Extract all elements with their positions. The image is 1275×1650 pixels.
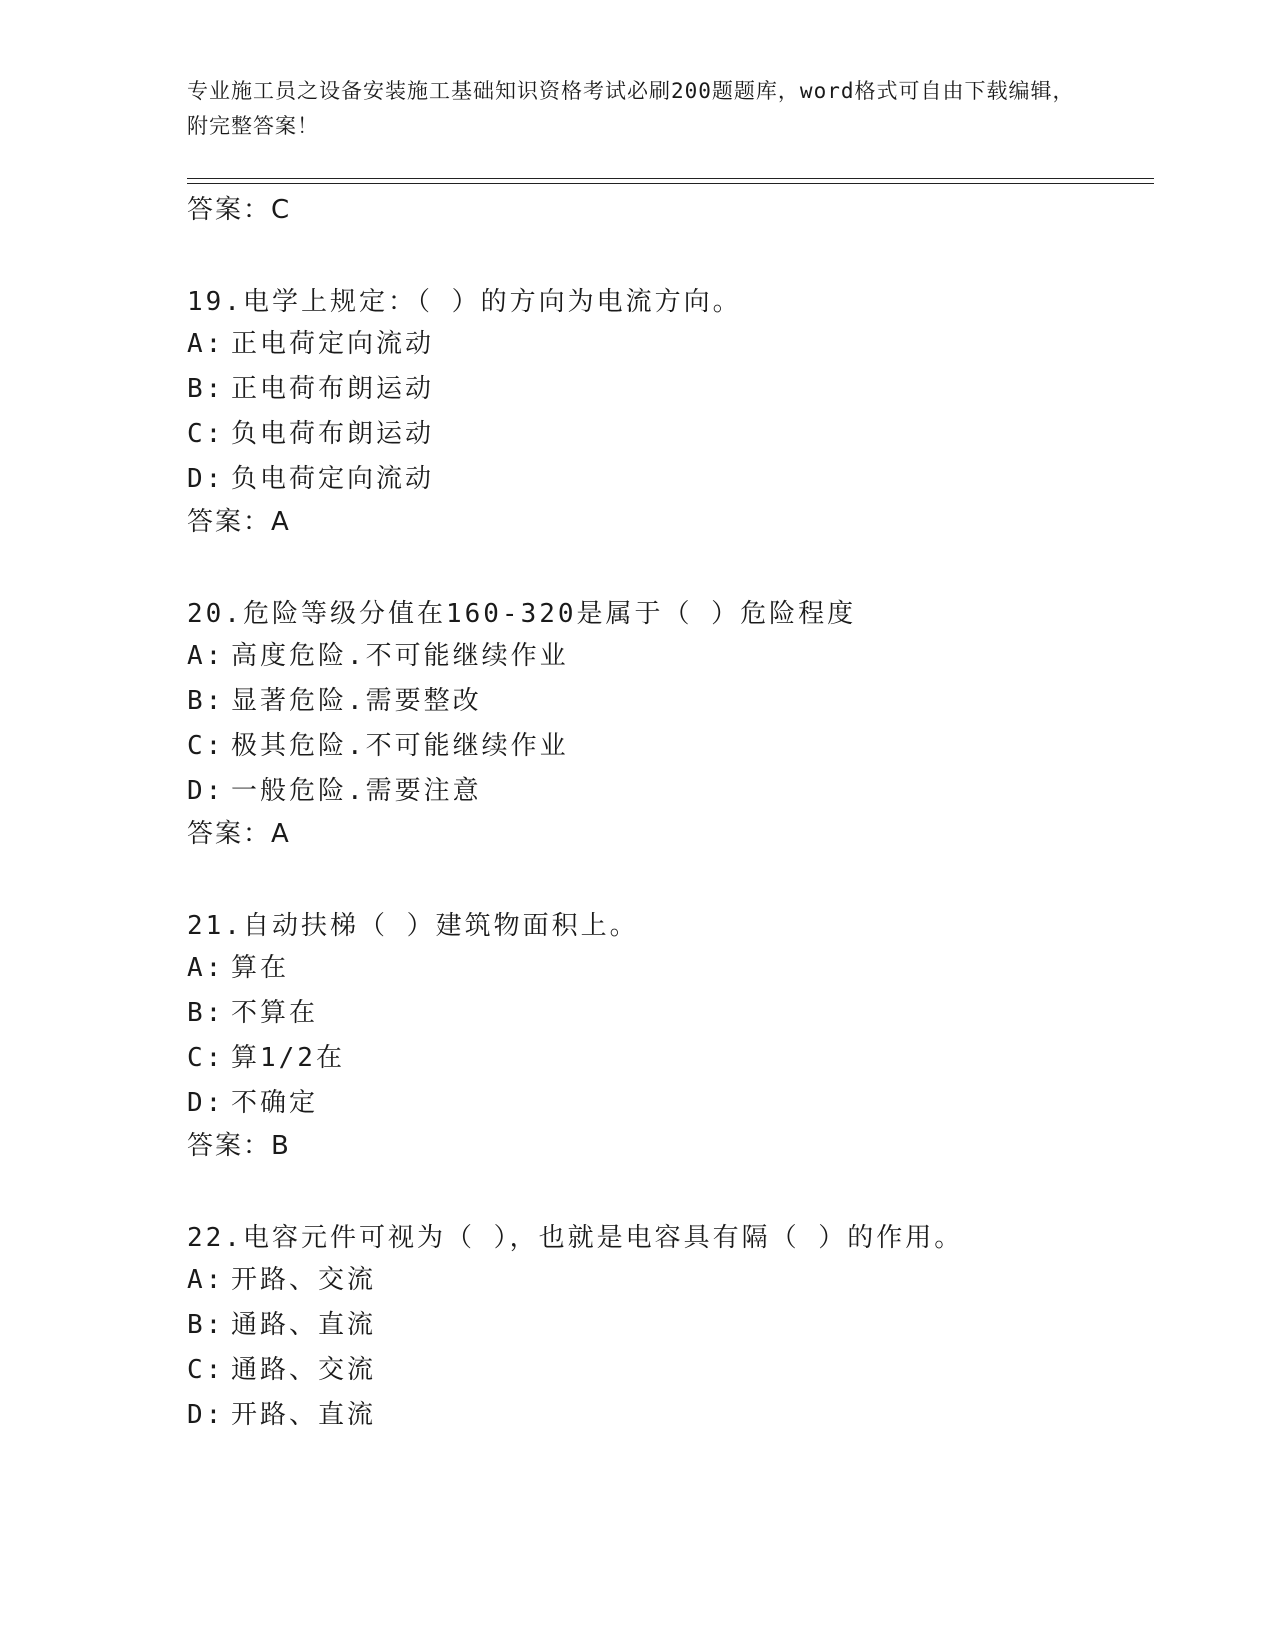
spacer [187,542,1147,594]
option-c [187,1036,1147,1081]
option-letter: A: [187,1265,225,1295]
option-letter: A: [187,641,225,671]
option-c [187,724,1147,769]
option-letter: D: [187,1400,225,1430]
question-block [187,906,1147,1166]
option-text: 负电荷定向流动 [231,464,435,494]
option-b [187,367,1147,412]
option-text: 算在 [231,953,290,983]
option-letter: D: [187,776,225,806]
option-letter: C: [187,419,225,449]
spacer [187,1166,1147,1218]
option-text: 不算在 [231,998,319,1028]
option-d [187,769,1147,814]
option-text: 正电荷布朗运动 [231,374,435,404]
option-text: 不确定 [231,1088,319,1118]
option-text: 通路、直流 [231,1310,377,1340]
option-text: 高度危险.不可能继续作业 [231,641,569,671]
option-c [187,1348,1147,1393]
option-text: 算1/2在 [231,1043,345,1073]
header-rule-bottom [187,183,1154,184]
option-letter: D: [187,1088,225,1118]
question-stem: 22.电容元件可视为（ ），也就是电容具有隔（ ）的作用。 [187,1223,964,1253]
option-a [187,1258,1147,1303]
option-b [187,991,1147,1036]
option-letter: D: [187,464,225,494]
question-stem: 20.危险等级分值在160-320是属于（ ）危险程度 [187,599,857,629]
option-text: 开路、直流 [231,1400,377,1430]
option-text: 负电荷布朗运动 [231,419,435,449]
option-text: 通路、交流 [231,1355,377,1385]
option-letter: A: [187,953,225,983]
answer-line: 答案：C [187,195,292,225]
spacer [187,230,1147,282]
option-letter: B: [187,374,225,404]
question-stem: 19.电学上规定：（ ）的方向为电流方向。 [187,287,742,317]
option-d [187,1081,1147,1126]
option-d [187,457,1147,502]
answer-line: 答案：B [187,1131,291,1161]
question-block [187,1218,1147,1438]
option-a [187,946,1147,991]
option-text: 极其危险.不可能继续作业 [231,731,569,761]
option-b [187,1303,1147,1348]
spacer [187,854,1147,906]
option-text: 显著危险.需要整改 [231,686,482,716]
document-body [187,190,1147,1438]
option-letter: B: [187,686,225,716]
answer-line: 答案：A [187,819,291,849]
option-text: 一般危险.需要注意 [231,776,482,806]
option-text: 正电荷定向流动 [231,329,435,359]
answer-line: 答案：A [187,507,291,537]
header-rule-top [187,178,1154,179]
option-a [187,322,1147,367]
option-a [187,634,1147,679]
option-letter: A: [187,329,225,359]
question-stem: 21.自动扶梯（ ）建筑物面积上。 [187,911,639,941]
option-letter: B: [187,1310,225,1340]
document-header: 专业施工员之设备安装施工基础知识资格考试必刷200题题库，word格式可自由下载编辑，附完整答案！ [187,79,1075,138]
question-block [187,594,1147,854]
option-letter: B: [187,998,225,1028]
option-letter: C: [187,731,225,761]
option-d [187,1393,1147,1438]
option-letter: C: [187,1355,225,1385]
option-text: 开路、交流 [231,1265,377,1295]
option-letter: C: [187,1043,225,1073]
option-b [187,679,1147,724]
option-c [187,412,1147,457]
question-block [187,282,1147,542]
